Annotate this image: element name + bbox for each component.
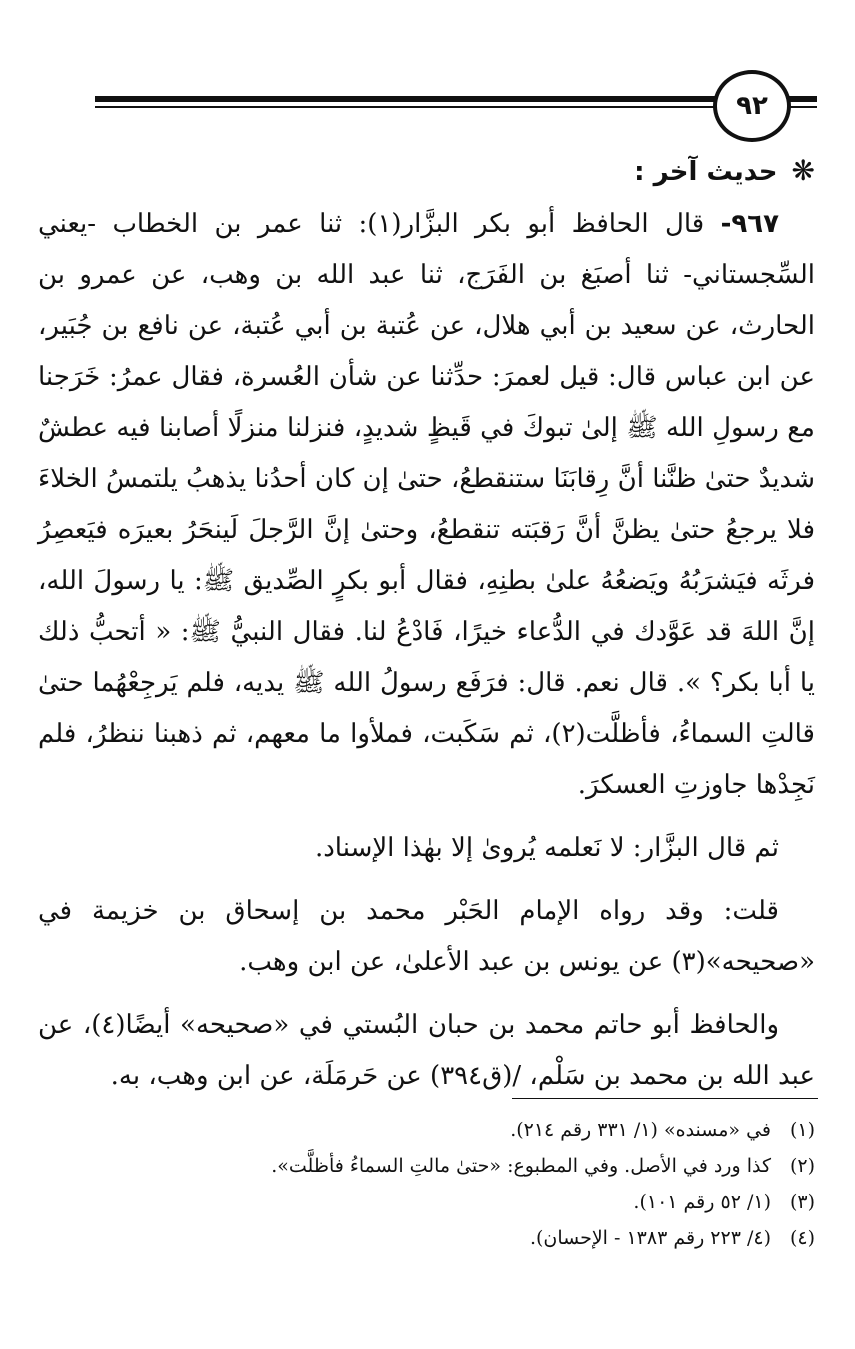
footnote-text: (٤/ ٢٢٣ رقم ١٣٨٣ - الإحسان). [529,1227,771,1249]
footnote-number: (٣) [789,1191,815,1213]
hadith-text: قال الحافظ أبو بكر البزَّار(١): ثنا عمر بن الخطاب -يعني السِّجستاني- ثنا أصبَغ بن الفَرَج، ثنا عبد الله بن وهب، عن عمرو بن الحارث، عن سعيد بن أبي هلال، عن عُتبة بن أبي عُتبة، عن نافع بن جُبَير، عن ابن عباس قال: قيل لعمرَ: حدِّثنا عن شأن العُسرة، فقال عمرُ: خَرَجنا مع رسولِ الله ﷺ إلىٰ تبوكَ في قَيظٍ شديدٍ، فنزلنا منزلًا أصابنا فيه عطشٌ شديدٌ حتىٰ ظنَّنا أنَّ رِقابَنَا ستنقطعُ، حتىٰ إن كان أحدُنا يذهبُ يلتمسُ الخلاءَ فلا يرجعُ حتىٰ يظنَّ أنَّ رَقبَته تنقطعُ، وحتىٰ إنَّ الرَّجلَ لَينحَرُ بعيرَه فيَعصِرُ فرثَه فيَشرَبُهُ ويَضعُهُ علىٰ بطنِهِ، فقال أبو بكرٍ الصِّديق ﷺ: يا رسولَ الله، إنَّ اللهَ قد عَوَّدك في الدُّعاء خيرًا، فَادْعُ لنا. فقال النبيُّ ﷺ: « أتحبُّ ذلك يا أبا بكر؟ ». قال نعم. قال: فرَفَع رسولُ الله ﷺ يديه، فلم يَرجِعْهُما حتىٰ قالتِ السماءُ، فأظلَّت(٢)، ثم سَكَبت، فملأوا ما معهم، ثم ذهبنا ننظرُ، فلم نَجِدْها جاوزتِ العسكرَ. [38,209,815,800]
paragraph-ibn-hibban: والحافظ أبو حاتم محمد بن حبان البُستي في «صحيحه» أيضًا(٤)، عن عبد الله بن محمد بن سَلْم، /(ق٣٩٤) عن حَرمَلَة، عن ابن وهب، به. [38,1010,815,1091]
footnotes [60,1112,815,1256]
footnote-divider [512,1098,818,1099]
page-number: ٩٢ [713,70,791,142]
footnote-number: (١) [789,1119,815,1141]
header-rule-left-thin [95,106,717,108]
footnote-text: في «مسنده» (١/ ٣٣١ رقم ٢١٤). [510,1119,771,1141]
section-heading [38,150,815,193]
paragraph-khuzaymah: قلت: وقد رواه الإمام الحَبْر محمد بن إسحاق بن خزيمة في «صحيحه»(٣) عن يونس بن عبد الأعلىٰ، عن ابن وهب. [38,896,815,977]
section-title: حديث آخر : [634,157,778,187]
page-header [0,60,855,140]
hadith-number: ٩٦٧- [720,209,780,239]
hadith-paragraph [38,199,815,811]
footnote-item [60,1148,815,1184]
footnote-item [60,1112,815,1148]
footnote-number: (٤) [789,1227,815,1249]
header-rule-left [95,96,717,102]
main-text [38,150,815,1102]
footnote-item [60,1184,815,1220]
star-icon: ❋ [791,154,815,187]
footnote-item [60,1220,815,1256]
footnote-text: كذا ورد في الأصل. وفي المطبوع: «حتىٰ مالتِ السماءُ فأظلَّت». [271,1155,771,1177]
paragraph-bazzar: ثم قال البزَّار: لا نَعلمه يُروىٰ إلا بهٰذا الإسناد. [314,833,779,863]
footnote-text: (١/ ٥٢ رقم ١٠١). [633,1191,771,1213]
footnote-number: (٢) [789,1155,815,1177]
